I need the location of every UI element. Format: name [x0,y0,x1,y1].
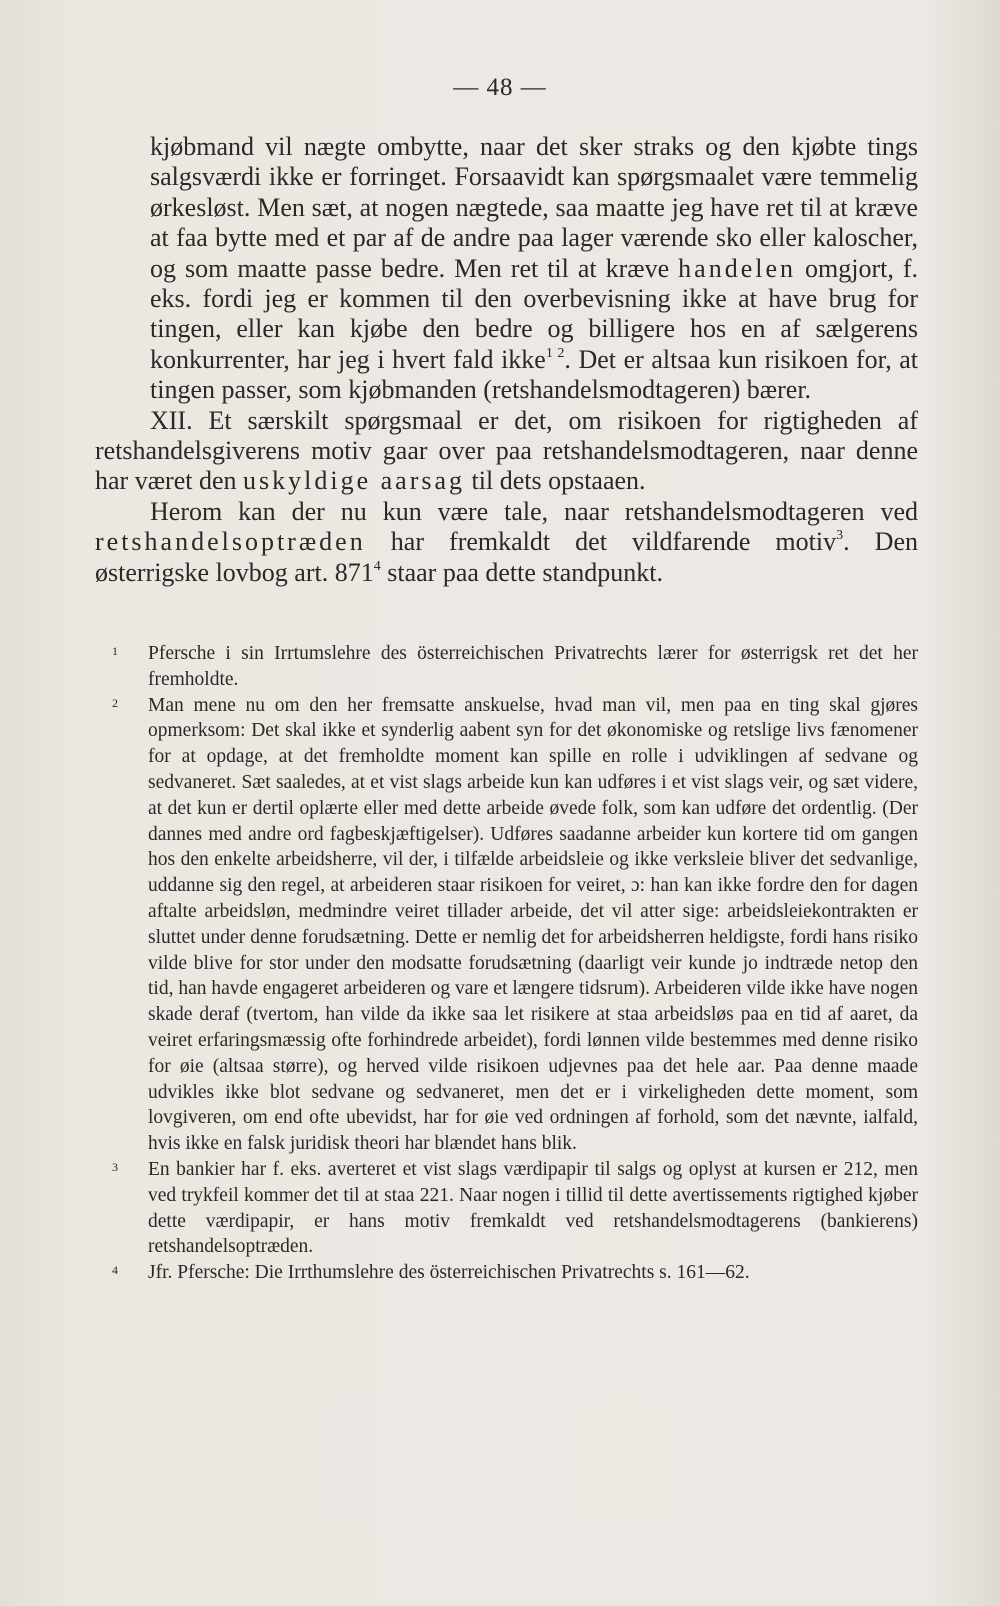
paragraph-1-text-a: kjøbmand vil nægte ombytte, naar det sker straks og den kjøbte tings salgsværdi ikke er forringet. Forsaavidt kan spørgsmaalet være temmelig ørkesløst. Men sæt, at nogen nægtede, saa maatte jeg have ret til at kræve at faa bytte med et par af de andre paa lager værende sko eller kaloscher, og som maatte passe bedre. Men ret til at kræve [150,132,918,283]
paragraph-1 [95,132,918,406]
main-text [95,132,918,588]
paragraph-2-text-b: til dets opstaaen. [465,466,646,496]
footnote-4 [112,1260,918,1286]
paragraph-3-text-a: Herom kan der nu kun være tale, naar retshandelsmodtageren ved [150,496,918,526]
footnote-1 [112,641,918,693]
footnote-2-text: Man mene nu om den her fremsatte anskuelse, hvad man vil, men paa en ting skal gjøres opmerksom: Det skal ikke et synderlig aabent syn for det økonomiske og retslige livs fænomener for at opdage, at det fremholdte moment kan spille en rolle i udviklingen af sedvane og sedvaneret. Sæt saaledes, at et vist slags arbeide kun kan udføres i et vist slags veir, og sæt videre, at det kun er dertil oplærte eller med dette arbeide øvede folk, som kan udføre det ordentlig. (Der dannes med andre ord fagbeskjæftigelser). Udføres saadanne arbeider kun kortere tid om gangen hos den enkelte arbeidsherre, vil der, i tilfælde arbeidsleie og ikke verksleie bliver det sedvanlige, uddanne sig den regel, at arbeideren staar risikoen for veiret, ɔ: han kan ikke fordre den for dagen aftalte arbeidsløn, medmindre veiret tillader arbeide, det vil atter sige: arbeidsleiekontrakten er sluttet under denne forudsætning. Dette er nemlig det for arbeidsherren heldigste, fordi hans risiko vilde blive for stor under den modsatte forudsætning (daarligt veir kunde jo indtræde netop den tid, han havde engageret arbeideren og vare et længere tidsrum). Arbeideren vilde ikke have nogen skade deraf (tvertom, han vilde da ikke saa let risikere at staa arbeidsløs paa en tid af aaret, da veiret erfaringsmæssig ofte forhindrede arbeidet), fordi lønnen vilde bestemmes med denne risiko for øie (altsaa større), og herved vilde risikoen udjevnes paa det hele aar. Paa denne maade udvikles ikke blot sedvane og sedvaneret, men det er i virkeligheden dette moment, som lovgiveren, om end ofte ubevidst, har for øie ved ordningen af forhold, som det nævnte, ialfald, hvis ikke en falsk juridisk theori har blændet hans blik. [148,694,918,1155]
footnote-4-mark: 4 [112,1263,118,1278]
footnote-ref-4: 4 [373,558,381,574]
paragraph-2-text-a: XII. Et særskilt spørgsmaal er det, om risikoen for rigtigheden af retshandelsgiverens motiv gaar over paa retshandelsmodtageren, naar denne har været den [95,405,918,496]
paragraph-3-text-d: staar paa dette standpunkt. [380,557,664,587]
footnote-1-text: Pfersche i sin Irrtumslehre des österreichischen Privatrechts lærer for østerrigsk ret det her fremholdte. [148,643,918,690]
footnote-3-text: En bankier har f. eks. averteret et vist slags værdipapir til salgs og oplyst at kursen er 212, men ved trykfeil kommer det til at staa 221. Naar nogen i tillid til dette avertissements rigtighed kjøber dette værdipapir, er hans motiv fremkaldt ved retshandelsmodtagerens (bankierens) retshandelsoptræden. [148,1158,918,1258]
footnote-4-text: Jfr. Pfersche: Die Irrthumslehre des österreichischen Privatrechts s. 161—62. [148,1262,750,1284]
paragraph-2 [95,406,918,497]
paragraph-3-text-c: . Den østerrigske lovbog art. 871 [95,527,918,587]
footnote-3 [112,1157,918,1260]
footnote-3-mark: 3 [112,1159,118,1174]
paragraph-1-text-c: . Det er altsaa kun risikoen for, at tingen passer, som kjøbmanden (retshandelsmodtageren) bærer. [150,344,919,405]
footnotes [112,641,918,1286]
footnote-ref-3: 3 [836,528,844,544]
footnote-1-mark: 1 [112,644,118,658]
emphasis-handelen: handelen [678,253,797,283]
paragraph-3 [95,497,918,588]
paragraph-3-text-b: har fremkaldt det vildfarende motiv [365,527,837,557]
page-number: — 48 — [453,74,547,101]
footnote-2-mark: 2 [112,695,118,710]
footnote-ref-1-2: 1 2 [545,345,565,361]
paragraph-1-text-b: omgjort, f. eks. fordi jeg er kommen til den overbevisning ikke at have brug for tingen, eller kan kjøbe den bedre og billigere hos en af sælgerens konkurrenter, har jeg i hvert fald ikke [150,253,918,374]
footnote-2 [112,693,918,1157]
emphasis-retshandelsoptraeden: retshandelsoptræden [95,527,366,557]
emphasis-uskyldige-aarsag: uskyldige aarsag [243,466,466,496]
